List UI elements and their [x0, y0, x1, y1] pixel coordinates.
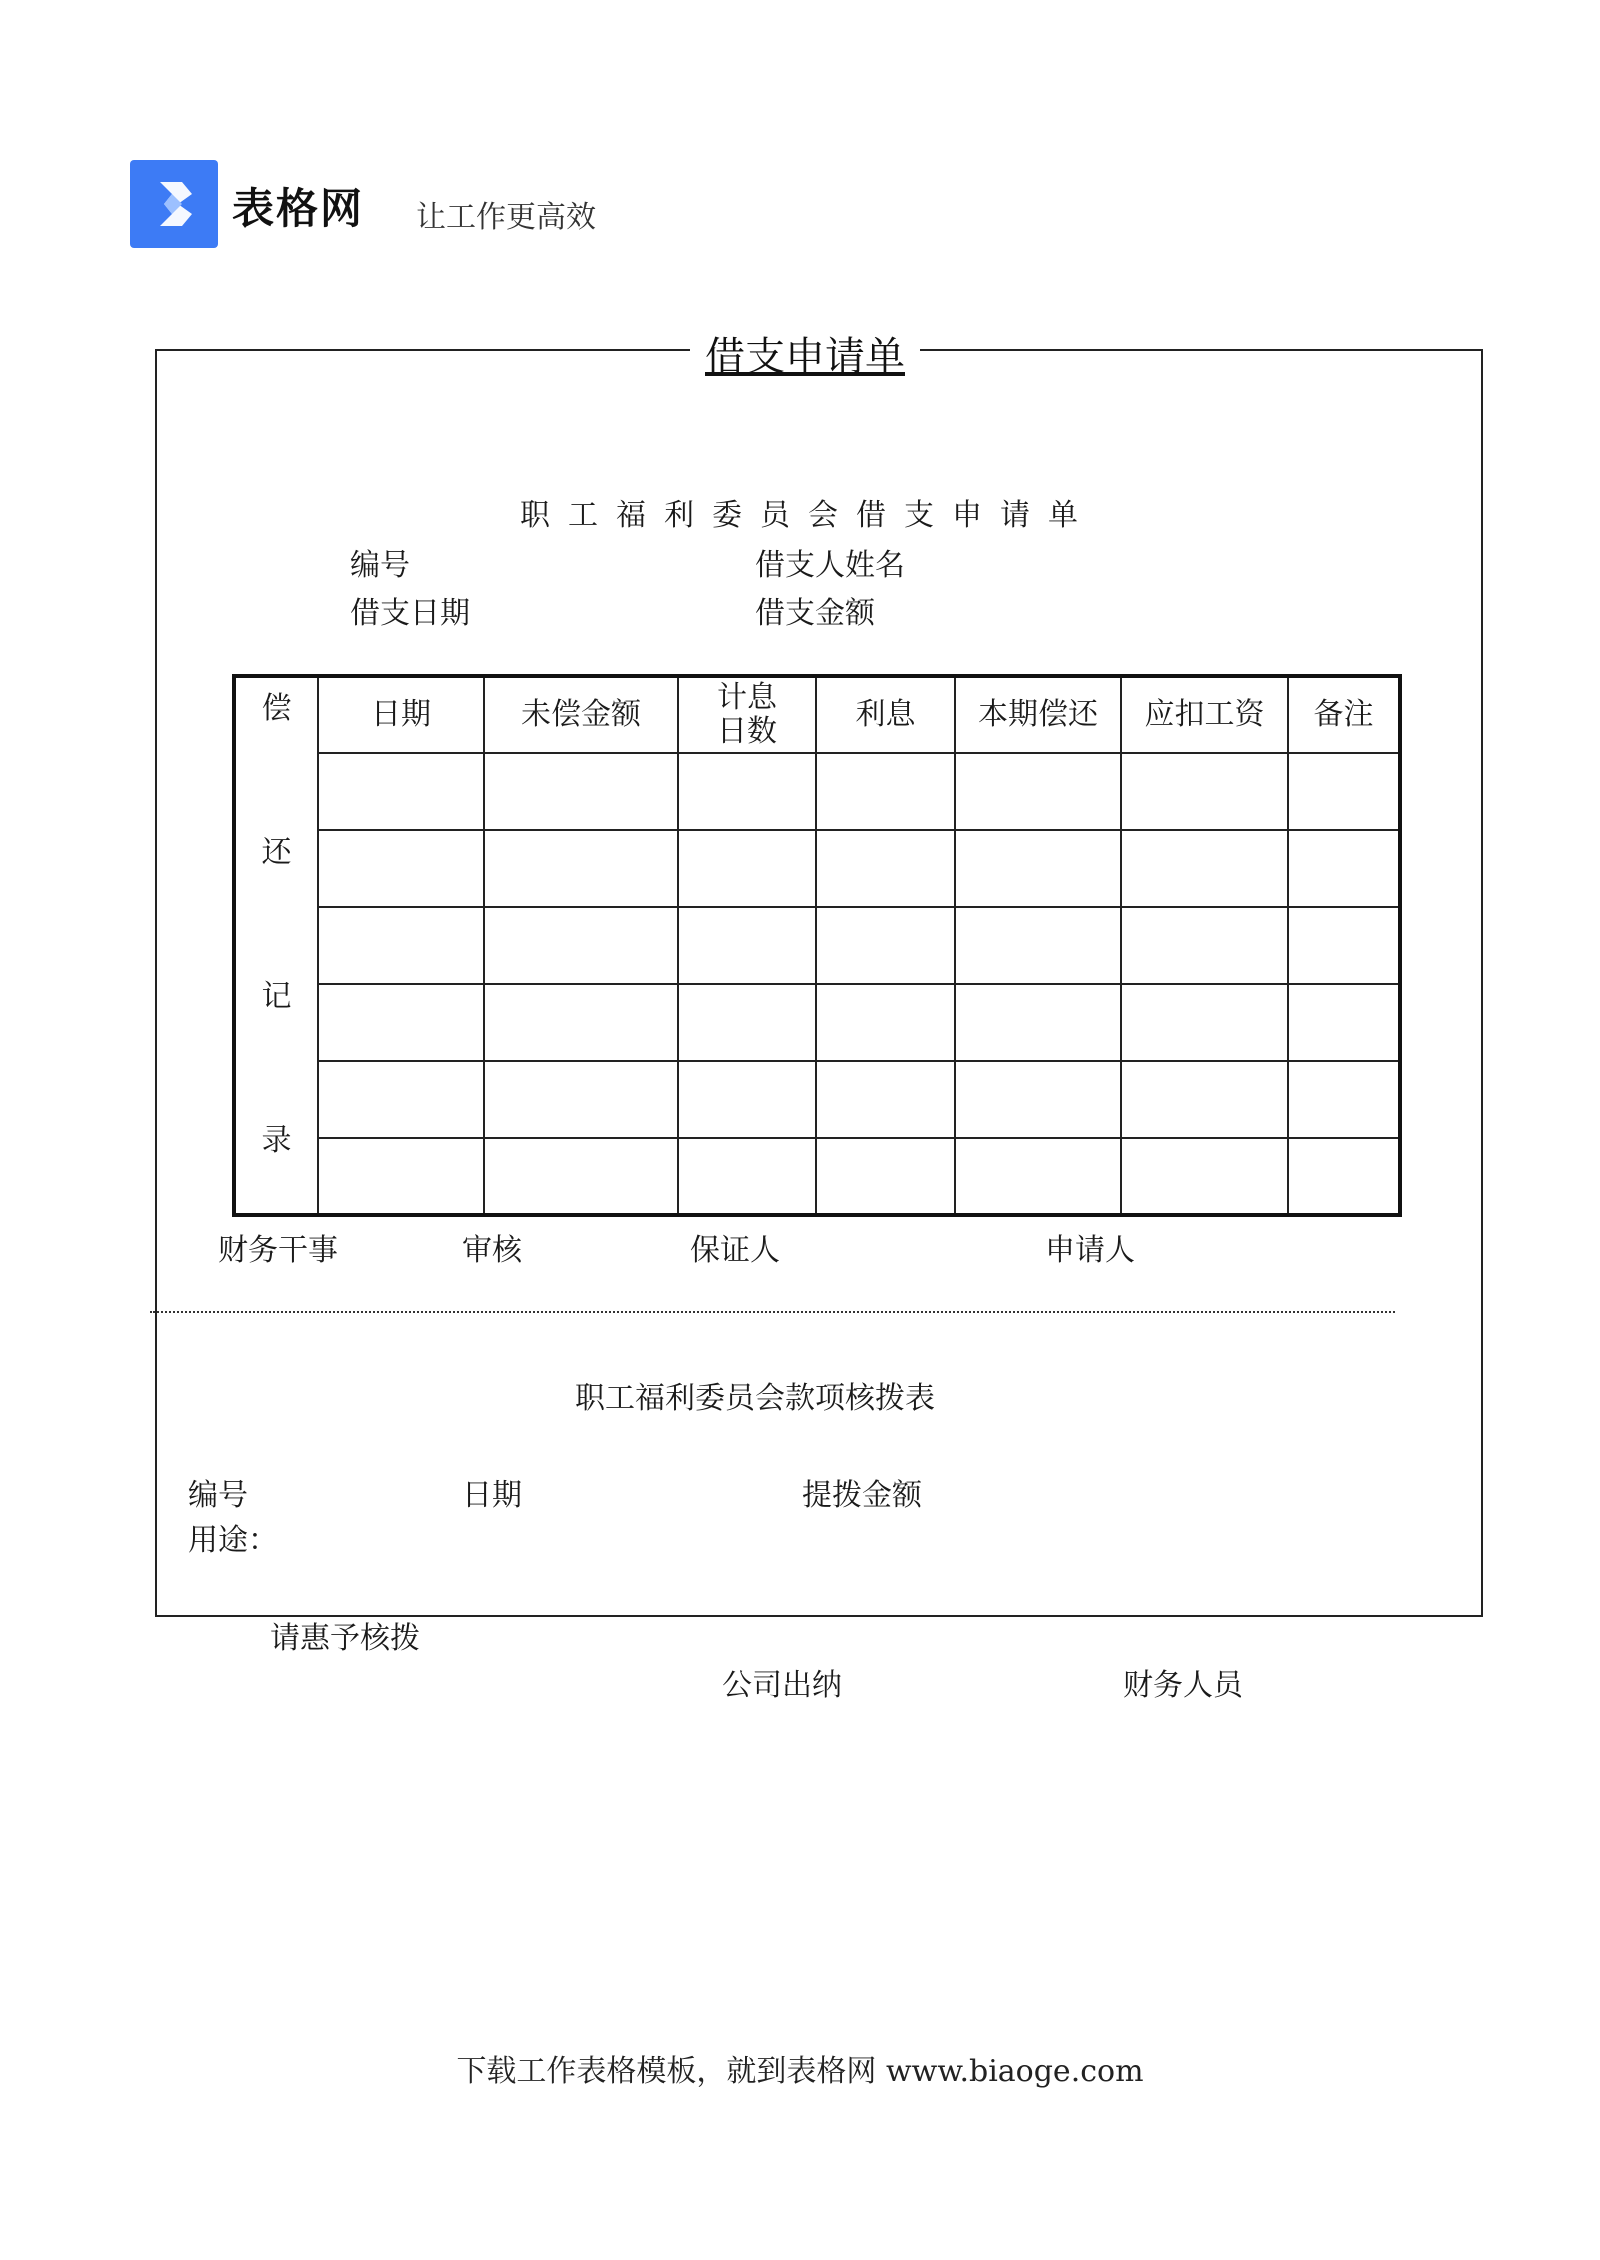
record-side-label: [234, 676, 318, 1215]
signature-cashier: 公司出纳: [722, 1668, 842, 1703]
signature-finance-staff: 财务人员: [1123, 1668, 1243, 1703]
logo-icon: [130, 160, 218, 248]
table-cell[interactable]: [816, 830, 955, 907]
table-cell[interactable]: [484, 1138, 678, 1215]
table-cell[interactable]: [816, 907, 955, 984]
table-cell[interactable]: [955, 907, 1121, 984]
brand-slogan: 让工作更高效: [416, 200, 596, 235]
table-cell[interactable]: [816, 753, 955, 830]
table-cell[interactable]: [955, 830, 1121, 907]
table-row: [234, 1061, 1400, 1138]
side-char: 记: [261, 979, 292, 1014]
table-cell[interactable]: [484, 753, 678, 830]
brand-name: 表格网: [232, 184, 365, 233]
table-cell[interactable]: [1288, 984, 1400, 1061]
signature-guarantor: 保证人: [690, 1233, 780, 1268]
table-cell[interactable]: [484, 984, 678, 1061]
table-cell[interactable]: [318, 1138, 484, 1215]
table-cell[interactable]: [1121, 1061, 1288, 1138]
table-cell[interactable]: [484, 907, 678, 984]
repayment-record-table: [232, 674, 1402, 1217]
column-header: 计息 日数: [678, 676, 816, 753]
table-row: [234, 753, 1400, 830]
column-header: 应扣工资: [1121, 676, 1288, 753]
table-cell[interactable]: [1288, 1061, 1400, 1138]
table-cell[interactable]: [1288, 1138, 1400, 1215]
table-cell[interactable]: [955, 984, 1121, 1061]
table-cell[interactable]: [678, 1138, 816, 1215]
side-char: 录: [261, 1123, 292, 1158]
column-header: 备注: [1288, 676, 1400, 753]
table-cell[interactable]: [484, 830, 678, 907]
table-cell[interactable]: [1121, 1138, 1288, 1215]
document-title: 借支申请单: [690, 325, 920, 382]
table-cell[interactable]: [1288, 830, 1400, 907]
table-cell[interactable]: [1288, 907, 1400, 984]
table-cell[interactable]: [678, 984, 816, 1061]
disbursement-number-label: 编号: [188, 1478, 248, 1513]
table-cell[interactable]: [955, 753, 1121, 830]
disbursement-date-label: 日期: [462, 1478, 522, 1513]
column-header: 利息: [816, 676, 955, 753]
column-header: 日期: [318, 676, 484, 753]
loan-form-subtitle: 职工福利委员会借支申请单: [520, 498, 1096, 533]
table-cell[interactable]: [318, 984, 484, 1061]
column-header: 未偿金额: [484, 676, 678, 753]
table-row: [234, 907, 1400, 984]
table-cell[interactable]: [318, 907, 484, 984]
table-cell[interactable]: [955, 1061, 1121, 1138]
borrower-name-label: 借支人姓名: [755, 548, 905, 583]
number-label: 编号: [350, 548, 410, 583]
table-cell[interactable]: [678, 830, 816, 907]
table-cell[interactable]: [1121, 907, 1288, 984]
table-cell[interactable]: [484, 1061, 678, 1138]
table-cell[interactable]: [1121, 984, 1288, 1061]
approval-request-text: 请惠予核拨: [270, 1621, 420, 1656]
table-cell[interactable]: [318, 1061, 484, 1138]
signature-review: 审核: [462, 1233, 522, 1268]
side-char: 偿: [261, 691, 292, 726]
side-char: 还: [261, 835, 292, 870]
table-cell[interactable]: [678, 907, 816, 984]
table-cell[interactable]: [816, 1138, 955, 1215]
signature-finance-officer: 财务干事: [218, 1233, 338, 1268]
table-cell[interactable]: [318, 830, 484, 907]
table-cell[interactable]: [1121, 753, 1288, 830]
purpose-label: 用途：: [188, 1523, 278, 1558]
disbursement-amount-label: 提拨金额: [802, 1478, 922, 1513]
table-header-row: [234, 676, 1400, 753]
disbursement-form-title: 职工福利委员会款项核拨表: [575, 1381, 935, 1416]
cut-line-divider: [150, 1311, 1395, 1313]
footer-text: 下载工作表格模板，就到表格网 www.biaoge.com: [456, 2054, 1144, 2089]
table-cell[interactable]: [816, 984, 955, 1061]
table-cell[interactable]: [1121, 830, 1288, 907]
table-row: [234, 830, 1400, 907]
table-row: [234, 984, 1400, 1061]
table-cell[interactable]: [1288, 753, 1400, 830]
table-cell[interactable]: [955, 1138, 1121, 1215]
table-cell[interactable]: [678, 1061, 816, 1138]
column-header: 本期偿还: [955, 676, 1121, 753]
table-cell[interactable]: [318, 753, 484, 830]
loan-amount-label: 借支金额: [755, 596, 875, 631]
table-cell[interactable]: [816, 1061, 955, 1138]
loan-date-label: 借支日期: [350, 596, 470, 631]
table-cell[interactable]: [678, 753, 816, 830]
table-row: [234, 1138, 1400, 1215]
signature-applicant: 申请人: [1045, 1233, 1135, 1268]
